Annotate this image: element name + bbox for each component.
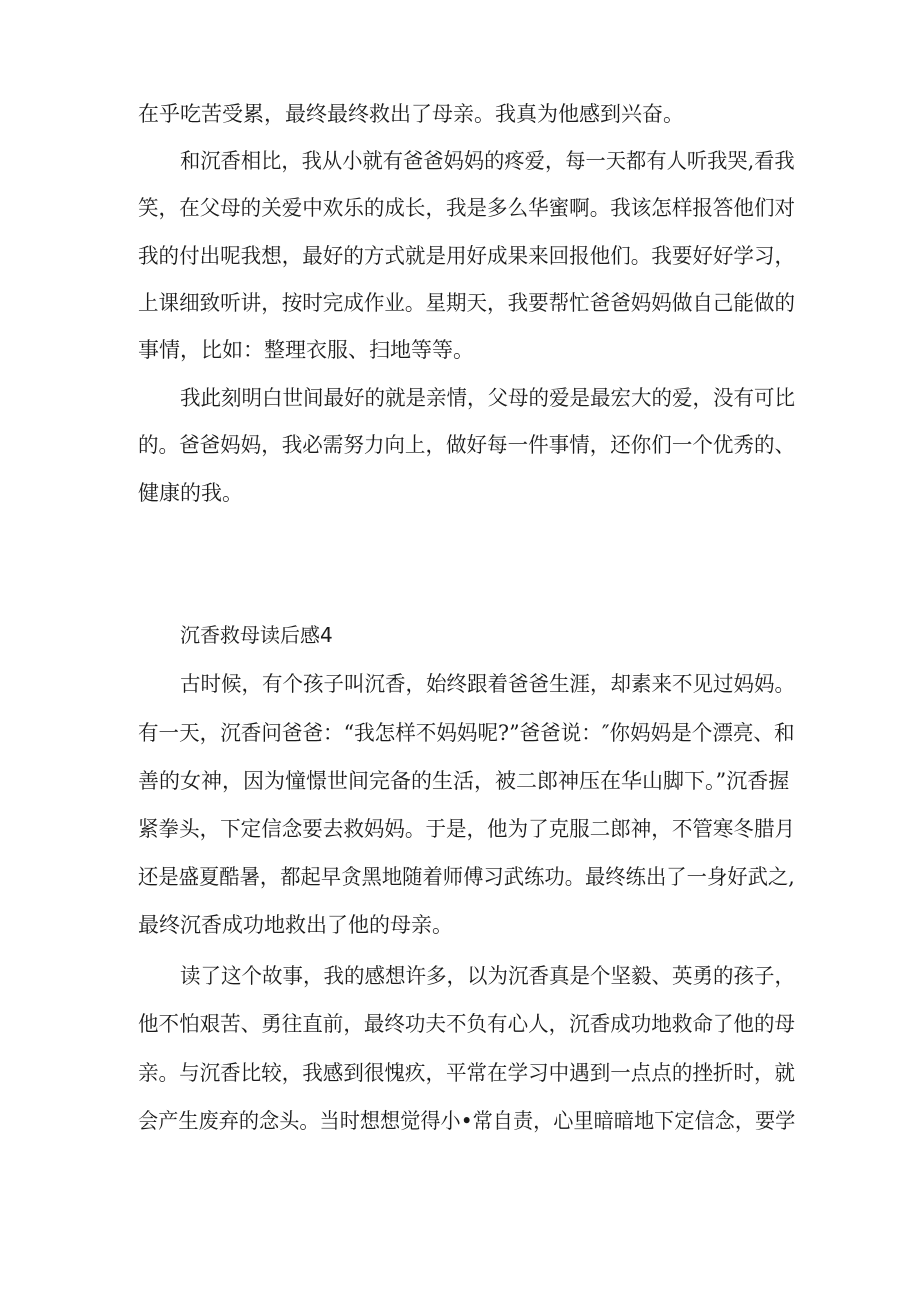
paragraph-line: 他不怕艰苦、勇往直前，最终功夫不负有心人，沉香成功地救命了他的母: [138, 1012, 796, 1036]
paragraph-line: 紧拳头，下定信念要去救妈妈。于是，他为了克服二郎神，不管寒冬腊月: [138, 817, 796, 841]
paragraph-line: 上课细致听讲，按时完成作业。星期天，我要帮忙爸爸妈妈做自己能做的: [138, 291, 796, 315]
paragraph-line: 我此刻明白世间最好的就是亲情，父母的爱是最宏大的爱，没有可比: [180, 386, 796, 410]
paragraph-line: 读了这个故事，我的感想许多，以为沉香真是个坚毅、英勇的孩子，: [180, 964, 796, 988]
paragraph-line: 的。爸爸妈妈，我必需努力向上，做好每一件事情，还你们一个优秀的、: [138, 433, 796, 457]
paragraph-line: 亲。与沉香比较，我感到很愧疚，平常在学习中遇到一点点的挫折时，就: [138, 1061, 796, 1085]
paragraph-line: 古时候，有个孩子叫沉香，始终跟着爸爸生涯，却素来不见过妈妈。: [180, 672, 796, 696]
paragraph-line: 和沉香相比，我从小就有爸爸妈妈的疼爱，每一天都有人听我哭,看我: [180, 149, 795, 173]
paragraph-line: 笑，在父母的关爱中欢乐的成长，我是多么华蜜啊。我该怎样报答他们对: [138, 196, 796, 220]
paragraph-line: 善的女神，因为憧憬世间完备的生活，被二郎神压在华山脚下。”沉香握: [138, 769, 790, 793]
paragraph-line: 在乎吃苦受累，最终最终救出了母亲。我真为他感到兴奋。: [138, 102, 684, 126]
paragraph-line: 我的付出呢我想，最好的方式就是用好成果来回报他们。我要好好学习，: [138, 244, 796, 268]
paragraph-line: 有一天，沉香问爸爸：“我怎样不妈妈呢?”爸爸说：″你妈妈是个漂亮、和: [138, 721, 795, 745]
section-heading: 沉香救母读后感4: [180, 623, 333, 647]
paragraph-line: 还是盛夏酷暑，都起早贪黑地随着师傅习武练功。最终练出了一身好武之,: [138, 865, 795, 889]
paragraph-line: 健康的我。: [138, 481, 243, 505]
paragraph-line: 会产生废弃的念头。当时想想觉得小•常自责，心里暗暗地下定信念，要学: [138, 1109, 796, 1133]
paragraph-line: 最终沉香成功地救出了他的母亲。: [138, 913, 453, 937]
paragraph-line: 事情，比如：整理衣服、扫地等等。: [138, 338, 474, 362]
